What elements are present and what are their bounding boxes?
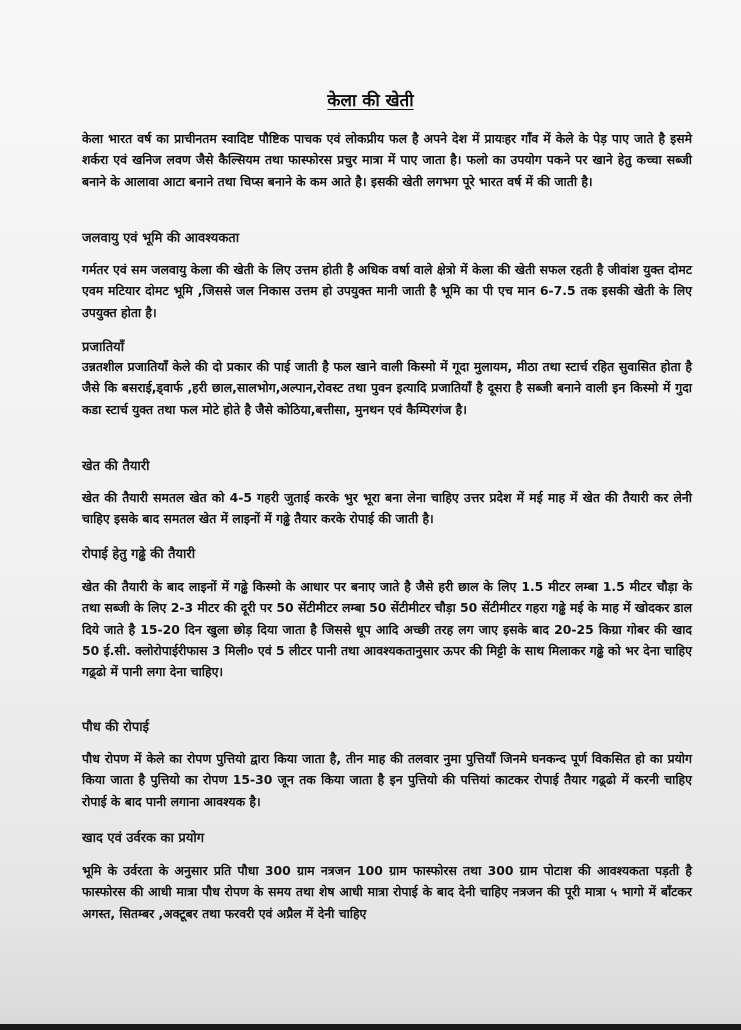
- paragraph-varieties: उन्नतशील प्रजातियाँ केले की दो प्रकार की पाई जाती है फल खाने वाली किस्मो में गूदा मुलायम, मीठा तथा स्टार्च रहित सुवासित होता है जैसे कि बसराई,ड्वार्फ ,हरी छाल,सालभोग,अल्पान,रोवस्ट तथा पुवन इत्यादि प्रजातियाँ है दूसरा है सब्जी बनाने वाली इन किस्मो में गुदा कडा स्टार्च युक्त तथा फल मोटे होते है जैसे कोठिया,बत्तीसा, मुनथन एवं कैम्पिरगंज है।: [82, 359, 692, 417]
- heading-climate-soil: जलवायु एवं भूमि की आवश्यकता: [82, 231, 240, 246]
- heading-fertilizer: खाद एवं उर्वरक का प्रयोग: [82, 831, 205, 846]
- heading-field-preparation: खेत की तैयारी: [82, 459, 150, 474]
- intro-paragraph: केला भारत वर्ष का प्राचीनतम स्वादिष्ट पौष्टिक पाचक एवं लोकप्रीय फल है अपने देश में प्रायःहर गाँव में केले के पेड़ पाए जाते है इसमे शर्करा एवं खनिज लवण जैसे कैल्सियम तथा फास्फोरस प्रचुर मात्रा में पाए जाता है। फलो का उपयोग पकने पर खाने हेतु कच्चा सब्जी बनाने के आलावा आटा बनाने तथा चिप्स बनाने के कम आते है। इसकी खेती लगभग पूरे भारत वर्ष में की जाती है।: [82, 131, 692, 189]
- bottom-edge-bar: [0, 1024, 741, 1030]
- heading-varieties: प्रजातियाँ: [82, 340, 125, 355]
- paragraph-field-preparation: खेत की तैयारी समतल खेत को 4-5 गहरी जुताई करके भुर भूरा बना लेना चाहिए उत्तर प्रदेश में मई माह में खेत की तैयारी कर लेनी चाहिए इसके बाद समतल खेत में लाइनों में गढ्ढे तैयार करके रोपाई की जाती है।: [82, 490, 692, 527]
- paragraph-fertilizer: भूमि के उर्वरता के अनुसार प्रति पौधा 300 ग्राम नत्रजन 100 ग्राम फास्फोरस तथा 300 ग्राम पोटाश की आवश्यकता पड़ती है फास्फोरस की आधी मात्रा पौध रोपण के समय तथा शेष आधी मात्रा रोपाई के बाद देनी चाहिए नत्रजन की पूरी मात्रा ५ भागो में बाँटकर अगस्त, सितम्बर ,अक्टूबर तथा फरवरी एवं अप्रैल में देनी चाहिए: [82, 863, 692, 921]
- paragraph-pit-preparation: खेत की तैयारी के बाद लाइनों में गढ्ढे किस्मो के आधार पर बनाए जाते है जैसे हरी छाल के लिए 1.5 मीटर लम्बा 1.5 मीटर चौड़ा के तथा सब्जी के लिए 2-3 मीटर की दूरी पर 50 सेंटीमीटर लम्बा 50 सेंटीमीटर चौड़ा 50 सेंटीमीटर गहरा गढ्ढे मई के माह में खोदकर डाल दिये जाते है 15-20 दिन खुला छोड़ दिया जाता है जिससे धूप आदि अच्छी तरह लग जाए इसके बाद 20-25 किग्रा गोबर की खाद 50 ई.सी. क्लोरोपाईरीफास 3 मिली० एवं 5 लीटर पानी तथा आवश्यकतानुसार ऊपर की मिट्टी के साथ मिलाकर गढ्ढे को भर देना चाहिए गढ़्ढो में पानी लगा देना चाहिए।: [82, 579, 692, 680]
- heading-pit-preparation: रोपाई हेतु गढ्ढे की तैयारी: [82, 547, 196, 562]
- document-title: केला की खेती: [327, 91, 414, 111]
- paragraph-planting: पौध रोपण में केले का रोपण पुत्तियो द्वारा किया जाता है, तीन माह की तलवार नुमा पुत्तियाँ जिनमे घनकन्द पूर्ण विकसित हो का प्रयोग किया जाता है पुत्तियो का रोपण 15-30 जून तक किया जाता है इन पुत्तियो की पत्तियां काटकर रोपाई तैयार गढ़्ढो में करनी चाहिए रोपाई के बाद पानी लगाना आवश्यक है।: [82, 751, 692, 809]
- paragraph-climate-soil: गर्मतर एवं सम जलवायु केला की खेती के लिए उत्तम होती है अधिक वर्षा वाले क्षेत्रो में केला की खेती सफल रहती है जीवांश युक्त दोमट एवम मटियार दोमट भूमि ,जिससे जल निकास उत्तम हो उपयुक्त मानी जाती है भूमि का पी एच मान 6-7.5 तक इसकी खेती के लिए उपयुक्त होता है।: [82, 262, 692, 320]
- heading-planting: पौध की रोपाई: [82, 720, 149, 735]
